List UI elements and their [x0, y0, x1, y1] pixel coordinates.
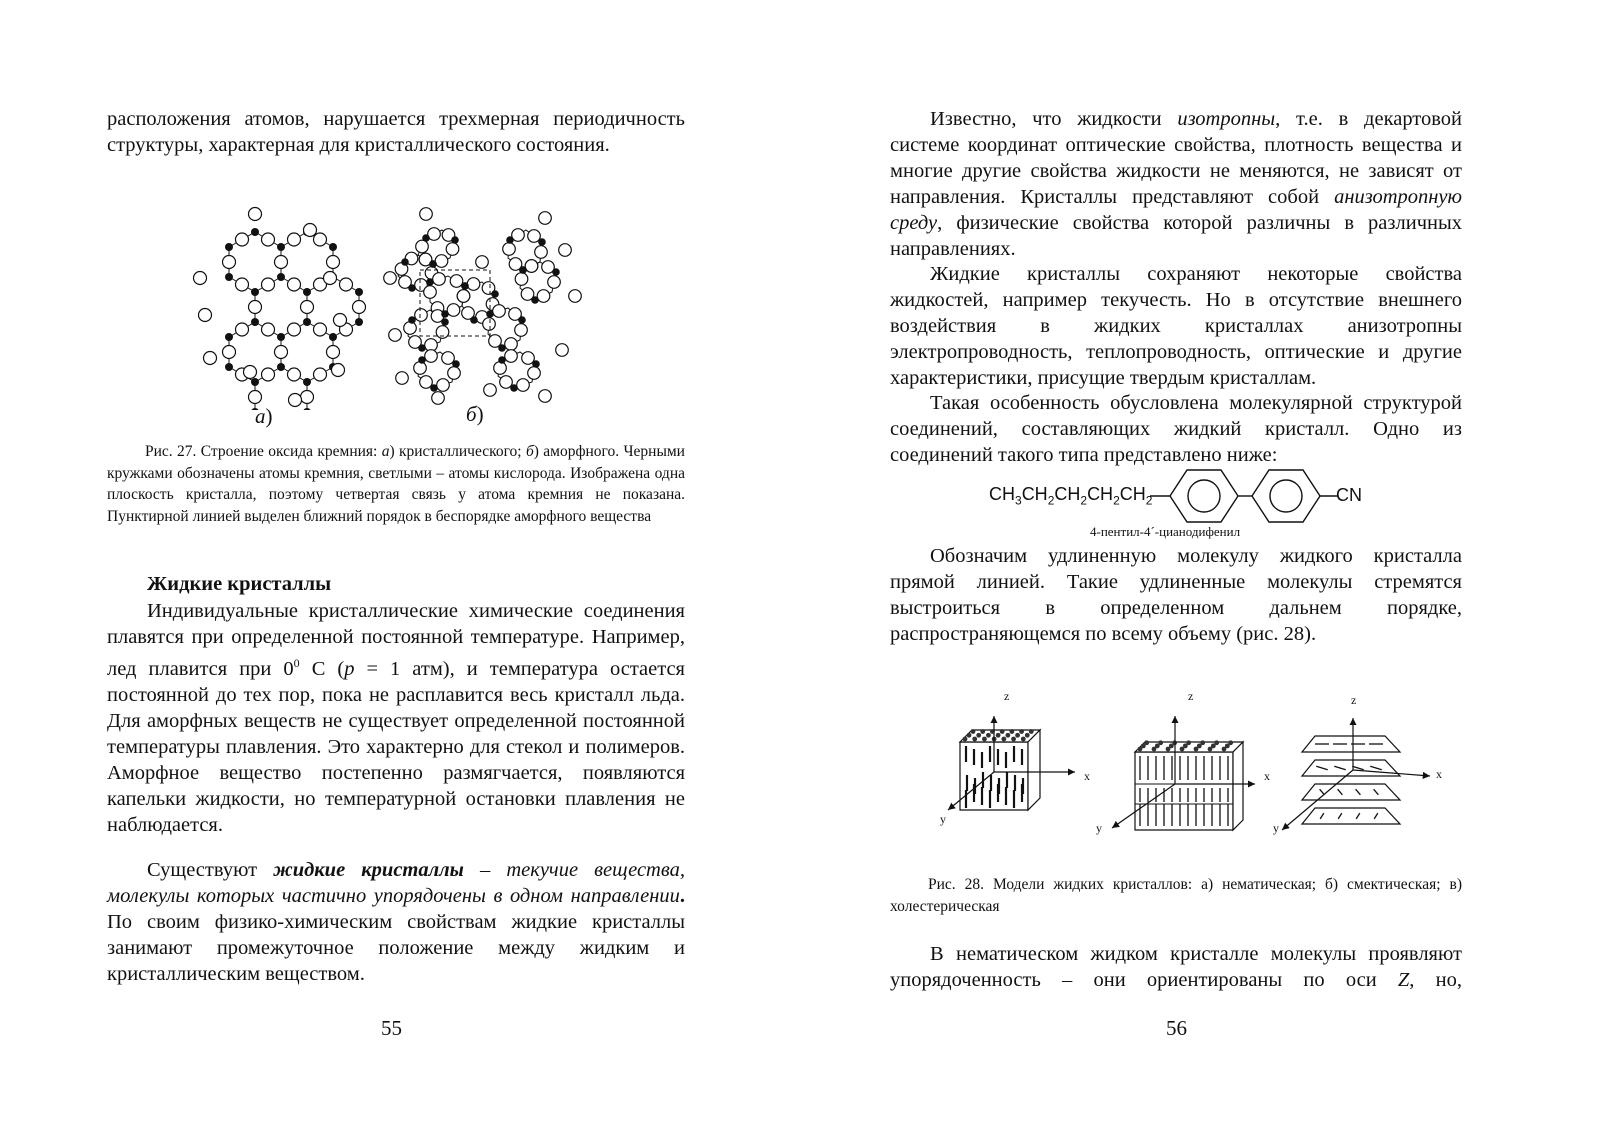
axis-y-label-b: y — [1096, 821, 1102, 835]
figure-27a-label: а) — [255, 404, 273, 428]
axis-y-label-a: y — [940, 812, 946, 826]
right-paragraph-5: В нематическом жидком кристалле молекулы проявляют упорядоченность – они ориентированы по оси Z, но, — [890, 943, 1462, 991]
figure-27-silicon-oxide — [190, 200, 600, 410]
axis-x-label-c: x — [1436, 767, 1442, 781]
biphenyl-rings — [1150, 468, 1340, 524]
left-paragraph-2: Индивидуальные кристаллические химические соединения плавятся при определенной постоянной температуре. Например, лед плавится при $0^0$ С (p = 1 атм), и температура остается постоянной до тех пор, пока не расплавится весь кристалл льда. Для аморфных веществ не существует определенной постоянной температуры плавления. Это характерно для стекол и полимеров. Аморфное вещество постепенно размягчается, появляются капельки жидкости, но температурной остановки плавления не наблюдается. — [107, 600, 685, 836]
figure-27b-label: б) — [466, 402, 484, 426]
compound-name: 4-пентил-4´-цианодифенил — [1090, 524, 1241, 539]
figure-27a-crystalline — [194, 208, 366, 411]
axis-y-label-c: y — [1273, 821, 1279, 835]
left-paragraph-3: Существуют жидкие кристаллы – текучие вещества, молекулы которых частично упорядочены в одном направлении. По своим физико-химическим свойствам жидкие кристаллы занимают промежуточное положение между жидким и кристаллическим веществом. — [107, 859, 685, 985]
right-paragraph-4: Обозначим удлиненную молекулу жидкого кристалла прямой линией. Такие удлиненные молекулы стремятся выстроиться в определенном дальнем порядке, распространяющемся по всему объему (рис. 28). — [890, 545, 1462, 645]
right-paragraph-1: Известно, что жидкости изотропны, т.е. в декартовой системе координат оптические свойства, плотность вещества и многие другие свойства жидкости не меняются, не зависят от направления. Кристаллы представляют собой анизотропную среду, физические свойства которой различны в различных направлениях. — [890, 108, 1462, 260]
figure-27-caption: Рис. 27. Строение оксида кремния: а) кристаллического; б) аморфного. Черными кружками обозначены атомы кремния, светлыми – атомы кислорода. Изображена одна плоскость кристалла, поэтому четвертая связь у атома кремния не показана. Пунктирной линией выделен ближний порядок в беспорядке аморфного вещества — [107, 443, 685, 525]
right-paragraph-2: Жидкие кристаллы сохраняют некоторые свойства жидкостей, например текучесть. Но в отсутствие внешнего воздействия в жидких кристаллах анизотропны электропроводность, теплопроводность, оптические и другие характеристики, присущие твердым кристаллам. — [890, 263, 1462, 389]
axis-z-label-b: z — [1188, 689, 1194, 703]
figure-28a-nematic — [948, 716, 1075, 810]
figure-28-liquid-crystal-models — [930, 680, 1470, 850]
figure-28b-smectic — [1112, 716, 1255, 830]
page-number-right: 56 — [1166, 1016, 1187, 1040]
left-paragraph-1: расположения атомов, нарушается трехмерная периодичность структуры, характерная для кристаллического состояния. — [107, 108, 685, 156]
axis-x-label-a: x — [1084, 769, 1090, 783]
axis-z-label-a: z — [1004, 689, 1010, 703]
axis-z-label-c: z — [1351, 693, 1357, 707]
page-number-left: 55 — [381, 1016, 402, 1040]
figure-27b-amorphous — [384, 208, 582, 405]
axis-x-label-b: x — [1264, 769, 1270, 783]
right-paragraph-3: Такая особенность обусловлена молекулярной структурой соединений, составляющих жидкий кристалл. Одно из соединений такого типа представлено ниже: — [890, 392, 1462, 466]
right-page — [800, 0, 1600, 1131]
chemical-formula-chain: $CH_3CH_2CH_2CH_2CH_2$ — [989, 484, 1153, 508]
figure-28-caption: Рис. 28. Модели жидких кристаллов: а) нематическая; б) смектическая; в) холестерическая — [890, 876, 1462, 915]
figure-28c-cholesteric — [1282, 718, 1430, 830]
section-heading: Жидкие кристаллы — [147, 573, 332, 595]
chemical-formula-cn: CN — [1336, 485, 1362, 505]
